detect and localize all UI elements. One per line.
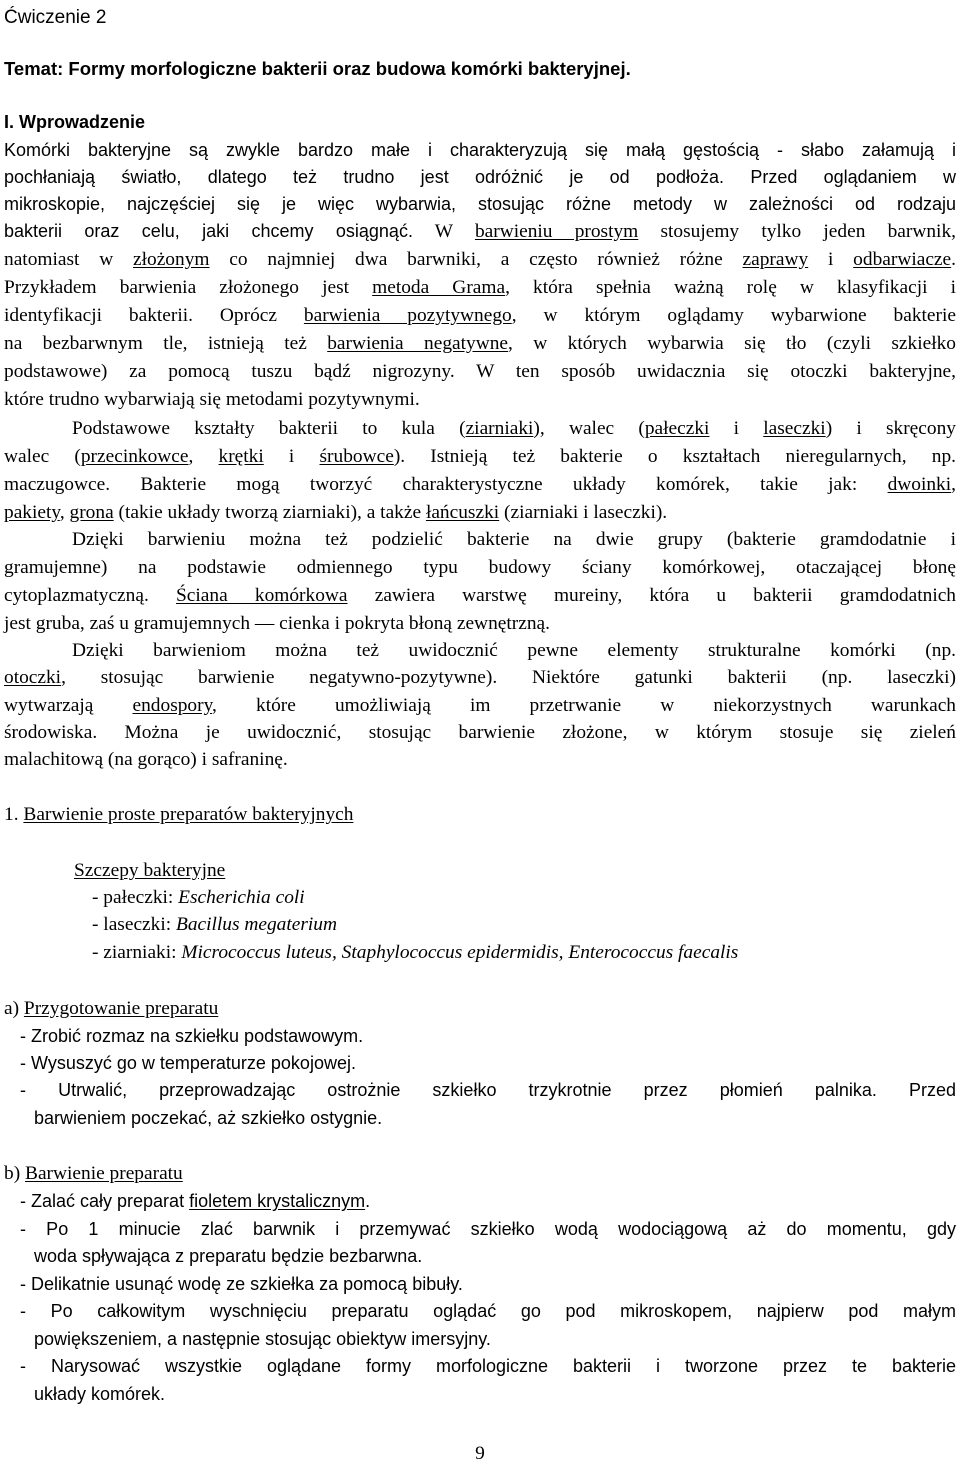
step-b-4-cont: powiększeniem, a następnie stosując obiektyw imersyjny. [34,1329,491,1349]
strain-cocci: - ziarniaki: Micrococcus luteus, Staphylococcus epidermidis, Enterococcus faecalis [92,942,739,963]
step-b-5: - Narysować wszystkie oglądane formy morfologiczne bakterii i tworzone przez te bakterie [20,1356,956,1376]
step-a-3: - Utrwalić, przeprowadzając ostrożnie szkiełko trzykrotnie przez płomień palnika. Przed [20,1080,956,1100]
structure-line-3: wytwarzają endospory, które umożliwiają im przetrwanie w niekorzystnych warunkach [4,695,956,716]
strain-rods: - pałeczki: Escherichia coli [92,887,305,908]
step-b-5-cont: układy komórek. [34,1384,166,1404]
step-a-3-cont: barwieniem poczekać, aż szkiełko ostygnie. [34,1108,383,1128]
intro-line-1: Komórki bakteryjne są zwykle bardzo małe i charakteryzują się małą gęstością - słabo załamują i [4,140,956,160]
intro-line-9: podstawowe) za pomocą tuszu bądź nigrozyny. W ten sposób uwidacznia się otoczki bakteryjne, [4,361,956,382]
gram-line-1: Dzięki barwieniu można też podzielić bakterie na dwie grupy (bakterie gramdodatnie i [72,529,956,550]
intro-line-5: natomiast w złożonym co najmniej dwa barwniki, a często również różne zaprawy i odbarwiacze. [4,249,956,270]
gram-line-4: jest gruba, zaś u gramujemnych — cienka i pokryta błoną zewnętrzną. [4,613,550,634]
shapes-line-3: maczugowce. Bakterie mogą tworzyć charakterystyczne układy komórek, takie jak: dwoinki, [4,474,956,495]
step-a-2: - Wysuszyć go w temperaturze pokojowej. [20,1053,356,1073]
exercise-title: Ćwiczenie 2 [4,7,107,28]
gram-line-3: cytoplazmatyczną. Ściana komórkowa zawiera warstwę mureiny, która u bakterii gramdodatnich [4,585,957,606]
intro-line-3: mikroskopie, najczęściej się je więc wybarwia, stosując różne metody w zależności od rodzaju [4,194,956,214]
step-a-1: - Zrobić rozmaz na szkiełku podstawowym. [20,1026,364,1046]
step-b-1: - Zalać cały preparat fioletem krystalicznym. [20,1191,371,1211]
structure-line-4: środowiska. Można je uwidocznić, stosując barwienie złożone, w którym stosuje się zieleń [4,722,956,743]
intro-heading: I. Wprowadzenie [4,112,146,132]
step-b-2: - Po 1 minucie zlać barwnik i przemywać szkiełko wodą wodociągową aż do momentu, gdy [20,1219,956,1239]
step-a-heading: a) Przygotowanie preparatu [4,998,219,1019]
intro-line-7: identyfikacji bakterii. Oprócz barwienia pozytywnego, w którym oglądamy wybarwione bakterie [4,305,956,326]
structure-line-5: malachitową (na gorąco) i safraninę. [4,749,288,770]
strains-heading: Szczepy bakteryjne [74,860,226,881]
gram-line-2: gramujemne) na podstawie odmiennego typu budowy ściany komórkowej, otaczającej błonę [4,557,956,578]
step-b-heading: b) Barwienie preparatu [4,1163,183,1184]
shapes-line-4: pakiety, grona (takie układy tworzą ziarniaki), a także łańcuszki (ziarniaki i laseczki). [4,502,668,523]
intro-line-4: bakterii oraz celu, jaki chcemy osiągnąć. W barwieniu prostym stosujemy tylko jeden barwnik, [4,221,956,242]
intro-line-8: na bezbarwnym tle, istnieją też barwienia negatywne, w których wybarwia się tło (czyli szkiełko [4,333,956,354]
structure-line-2: otoczki, stosując barwienie negatywno-pozytywne). Niektóre gatunki bakterii (np. laseczki) [4,667,956,688]
step-b-4: - Po całkowitym wyschnięciu preparatu oglądać go pod mikroskopem, najpierw pod małym [20,1301,956,1321]
intro-line-10: które trudno wybarwiają się metodami pozytywnymi. [4,389,420,410]
section-1-heading: 1. Barwienie proste preparatów bakteryjnych [4,804,354,825]
strain-bacilli: - laseczki: Bacillus megaterium [92,914,338,935]
shapes-line-2: walec (przecinkowce, krętki i śrubowce). Istnieją też bakterie o kształtach nieregularnych, np. [4,446,956,467]
structure-line-1: Dzięki barwieniom można też uwidocznić pewne elementy strukturalne komórki (np. [72,640,956,661]
topic-line: Temat: Formy morfologiczne bakterii oraz budowa komórki bakteryjnej. [4,58,631,79]
step-b-3: - Delikatnie usunąć wodę ze szkiełka za pomocą bibuły. [20,1274,463,1294]
step-b-2-cont: woda spływająca z preparatu będzie bezbarwna. [34,1246,423,1266]
shapes-line-1: Podstawowe kształty bakterii to kula (ziarniaki), walec (pałeczki i laseczki) i skręcony [72,418,956,439]
intro-line-2: pochłaniają światło, dlatego też trudno jest odróżnić je od podłoża. Przed oglądaniem w [4,167,956,187]
intro-line-6: Przykładem barwienia złożonego jest metoda Grama, która spełnia ważną rolę w klasyfikacji i [4,277,956,298]
page-number: 9 [475,1443,485,1464]
